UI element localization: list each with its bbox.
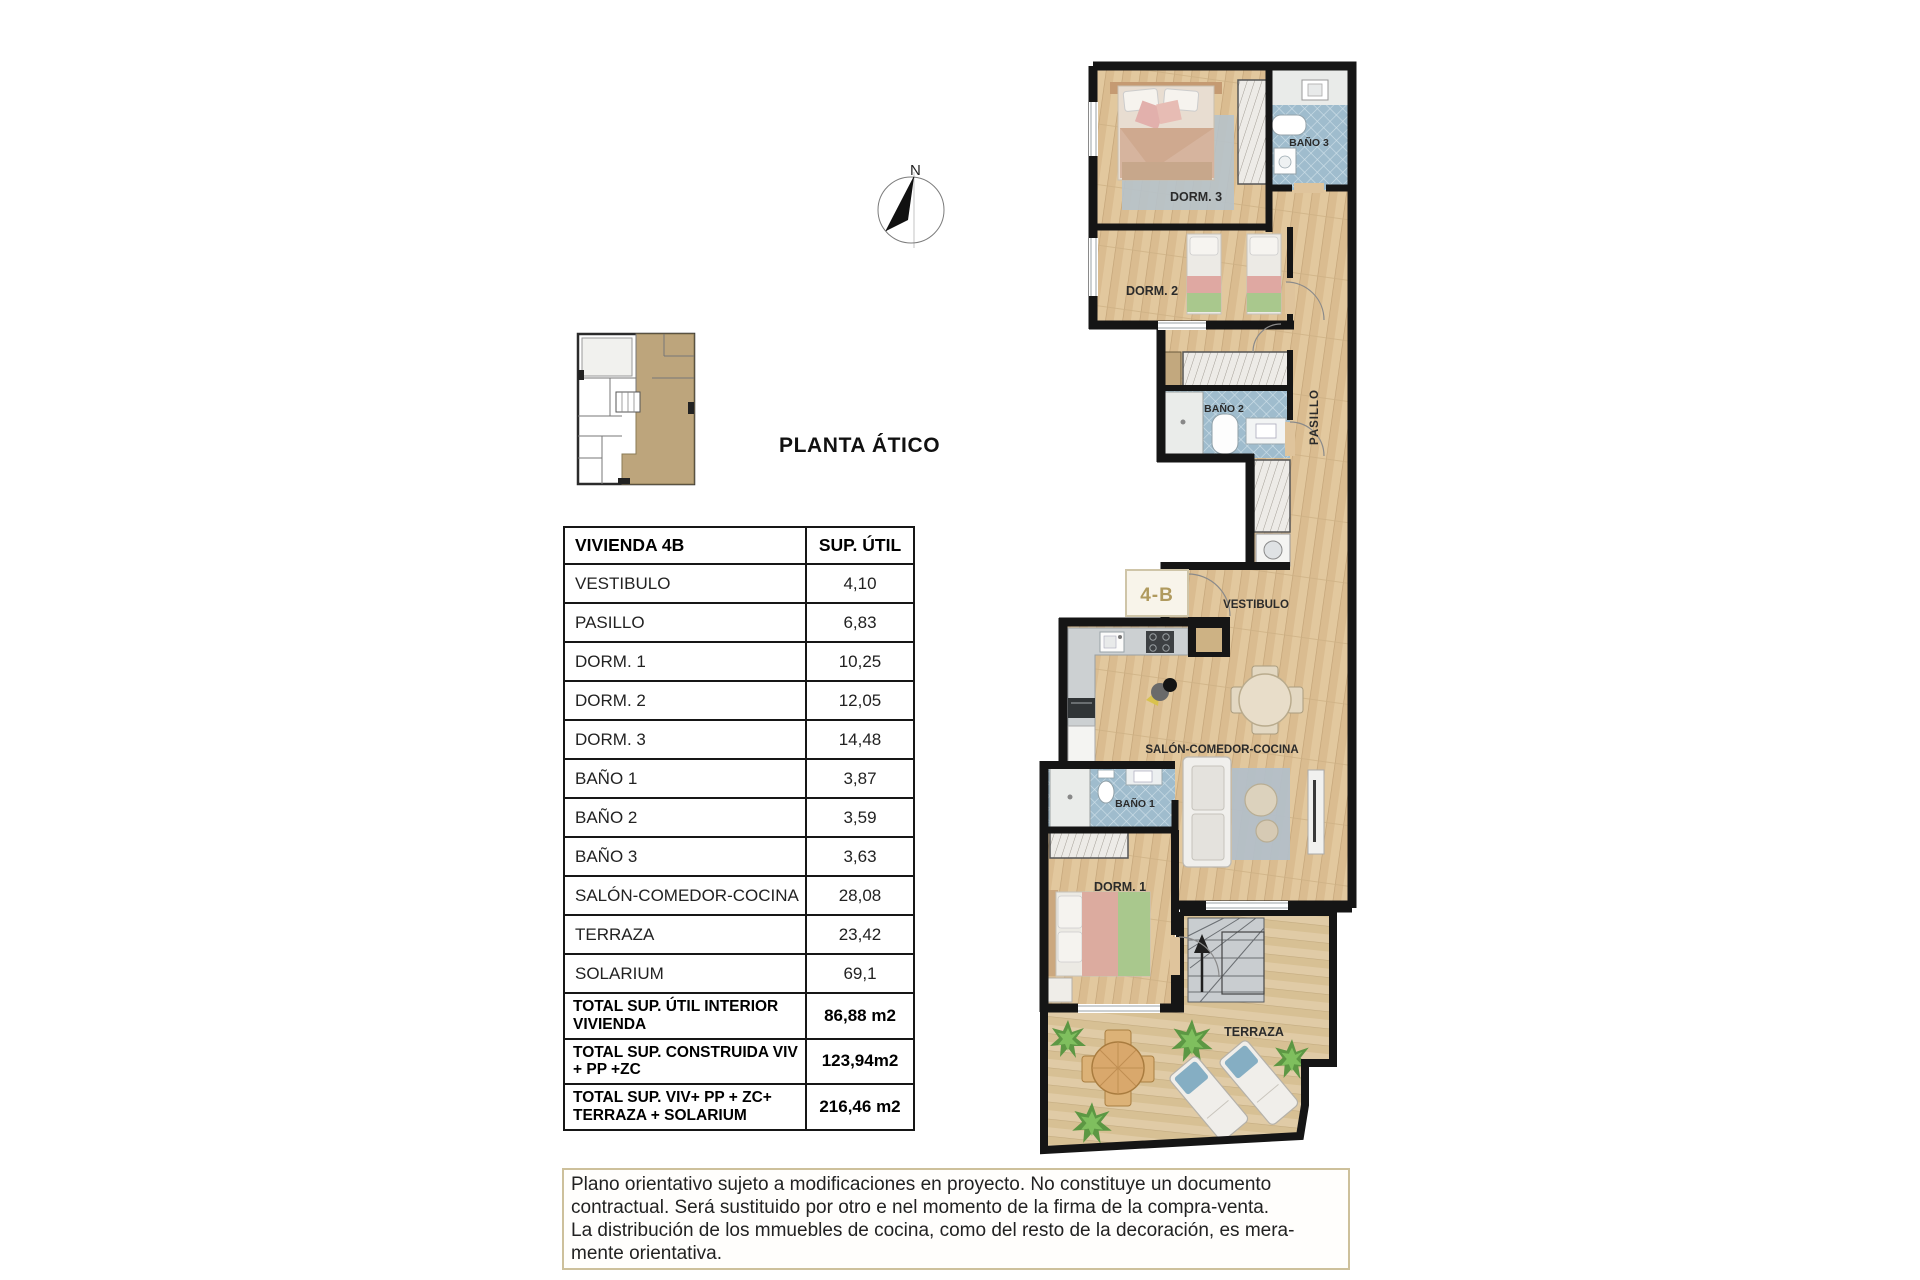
room-label-dorm1: DORM. 1: [1093, 880, 1147, 894]
room-label: SALÓN-COMEDOR-COCINA: [565, 877, 807, 914]
table-row: [565, 836, 913, 875]
room-label-dorm2: DORM. 2: [1125, 284, 1179, 298]
table-row: [565, 953, 913, 992]
room-label-bano2: BAÑO 2: [1204, 403, 1244, 415]
room-area: 12,05: [838, 690, 882, 710]
table-row: [565, 719, 913, 758]
room-label: DORM. 1: [565, 643, 807, 680]
table-row: [565, 914, 913, 953]
room-label: DORM. 3: [565, 721, 807, 758]
room-label: BAÑO 3: [565, 838, 807, 875]
room-label: BAÑO 2: [565, 799, 807, 836]
table-row: [565, 602, 913, 641]
room-area: 23,42: [838, 924, 882, 944]
room-area: 4,10: [843, 573, 877, 593]
room-area: 3,87: [843, 768, 877, 788]
stairs-icon: [1188, 918, 1264, 1002]
room-area: 6,83: [843, 612, 877, 632]
table-row: [565, 563, 913, 602]
entry-door-icon: [1188, 617, 1230, 657]
dorm3-wardrobe-icon: [1238, 80, 1268, 184]
room-label: SOLARIUM: [565, 955, 807, 992]
table-row: [565, 758, 913, 797]
total-value: 86,88 m2: [824, 1005, 896, 1025]
room-area: 3,63: [843, 846, 877, 866]
room-area: 10,25: [838, 651, 882, 671]
room-label-terraza: TERRAZA: [1224, 1025, 1284, 1039]
disclaimer-line: Plano orientativo sujeto a modificaciones en proyecto. No constituye un documento: [571, 1174, 1272, 1195]
room-label-dorm3: DORM. 3: [1169, 190, 1223, 204]
compass-icon: [868, 148, 988, 260]
compass-north-label: N: [910, 162, 921, 179]
room-label: BAÑO 1: [565, 760, 807, 797]
tv-bench-icon: [1308, 770, 1324, 854]
disclaimer-line: contractual. Será sustituido por otro e nel momento de la firma de la compra-venta.: [571, 1197, 1270, 1218]
room-label-bano3: BAÑO 3: [1289, 137, 1329, 149]
room-area: 69,1: [843, 963, 877, 983]
room-label: DORM. 2: [565, 682, 807, 719]
room-label-vestibulo: VESTIBULO: [1223, 599, 1289, 611]
pouf-icon: [1245, 784, 1277, 816]
washer-icon: [1256, 534, 1290, 566]
table-header-unit: VIVIENDA 4B: [565, 528, 807, 563]
disclaimer-box: [562, 1168, 1350, 1270]
page-title: PLANTA ÁTICO: [779, 434, 941, 457]
compass-needle: [886, 177, 914, 231]
room-label-bano1: BAÑO 1: [1115, 798, 1155, 810]
key-plan: [572, 326, 700, 490]
table-row: [565, 797, 913, 836]
unit-label: 4-B: [1140, 585, 1174, 606]
table-row: [565, 875, 913, 914]
pouf-icon: [1256, 820, 1278, 842]
total-label: TOTAL SUP. CONSTRUIDA VIV + PP +ZC: [565, 1040, 807, 1084]
room-label-salon: SALÓN-COMEDOR-COCINA: [1145, 744, 1299, 756]
table-total-row: [565, 1083, 913, 1129]
room-area: 28,08: [838, 885, 882, 905]
area-table: [563, 526, 915, 1131]
total-value: 216,46 m2: [819, 1097, 901, 1117]
disclaimer-line: mente orientativa.: [571, 1243, 723, 1264]
room-label: VESTIBULO: [565, 565, 807, 602]
sofa-icon: [1183, 757, 1231, 867]
total-label: TOTAL SUP. ÚTIL INTERIOR VIVIENDA: [565, 994, 807, 1038]
floor-plan: [1020, 46, 1365, 1176]
room-area: 14,48: [838, 729, 882, 749]
table-header-row: [565, 528, 913, 563]
disclaimer-line: La distribución de los mmuebles de cocina, como del resto de la decoración, es mera-: [571, 1220, 1295, 1241]
room-label: PASILLO: [565, 604, 807, 641]
pasillo-wardrobe-icon: [1183, 352, 1290, 388]
dorm3-bed-icon: [1110, 82, 1222, 180]
room-label: TERRAZA: [565, 916, 807, 953]
table-header-area: SUP. ÚTIL: [818, 535, 902, 555]
table-row: [565, 641, 913, 680]
corridor-wardrobe-icon: [1254, 460, 1290, 532]
dorm1-wardrobe-icon: [1050, 832, 1128, 858]
room-label-pasillo: PASILLO: [1309, 389, 1321, 445]
table-total-row: [565, 1038, 913, 1084]
total-label: TOTAL SUP. VIV+ PP + ZC+ TERRAZA + SOLARIUM: [565, 1085, 807, 1129]
table-total-row: [565, 992, 913, 1038]
unit-badge: [1126, 570, 1188, 616]
room-area: 3,59: [843, 807, 877, 827]
table-row: [565, 680, 913, 719]
total-value: 123,94m2: [821, 1051, 899, 1071]
